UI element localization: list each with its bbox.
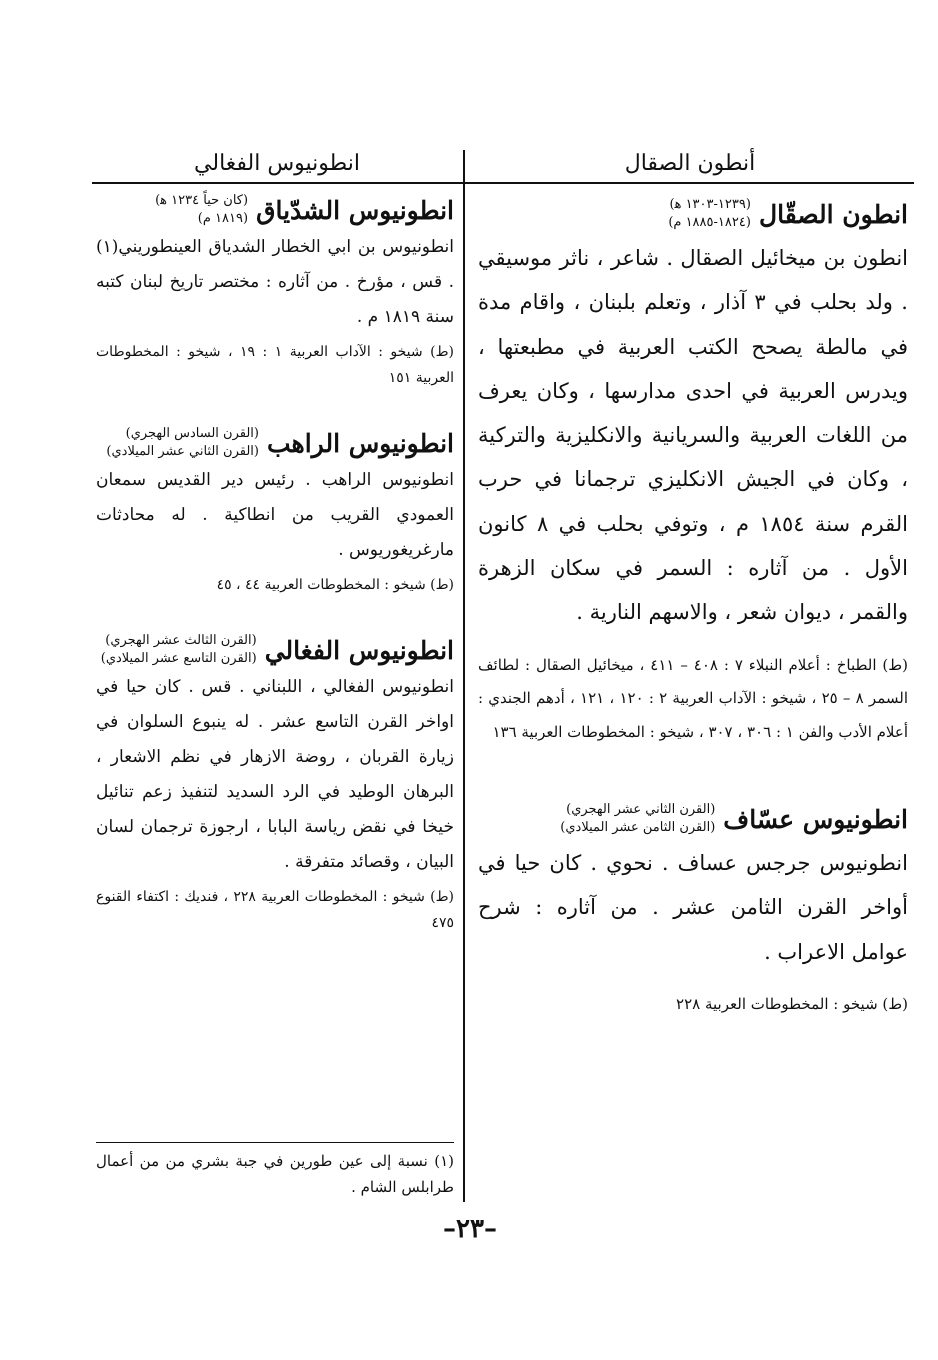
entry-dates xyxy=(101,632,257,668)
header-rule xyxy=(92,182,914,184)
entry-date-gregorian: (القرن التاسع عشر الميلادي) xyxy=(100,651,257,666)
entry-date-gregorian: (القرن الثامن عشر الميلادي) xyxy=(560,820,716,836)
entry-antunius-al-fighali xyxy=(96,632,454,936)
entry-dates xyxy=(668,196,751,232)
left-column xyxy=(96,192,454,948)
entry-date-gregorian: (١٨١٩ م) xyxy=(197,211,249,226)
right-column xyxy=(478,196,908,1034)
entry-heading xyxy=(96,192,454,228)
page-number: –٢٣– xyxy=(443,1214,497,1244)
entry-date-gregorian: (القرن الثاني عشر الميلادي) xyxy=(106,444,259,459)
entry-references: (ط) شيخو : المخطوطات العربية ٤٤ ، ٤٥ xyxy=(216,577,454,593)
entry-antunius-assaf xyxy=(478,801,908,1021)
entry-references: (ط) شيخو : المخطوطات العربية ٢٢٨ ، فنديك : اكتفاء القنوع ٤٧٥ xyxy=(96,889,454,931)
entry-name: انطونيوس عسّاف xyxy=(723,804,908,834)
entry-heading xyxy=(96,425,454,461)
entry-date-hijri: (كان حياً ١٢٣٤ ﻫ) xyxy=(155,193,249,208)
entry-date-hijri: (القرن الثالث عشر الهجري) xyxy=(105,633,257,648)
entry-date-hijri: (القرن الثاني عشر الهجري) xyxy=(566,802,716,818)
entry-date-hijri: (١٢٣٩-١٣٠٣ ﻫ) xyxy=(669,197,751,212)
footnote: (١) نسبة إلى عين طورين في جبة بشري من من أعمال طرابلس الشام . xyxy=(96,1152,454,1196)
entry-heading xyxy=(478,801,908,837)
entry-name: انطونيوس الراهب xyxy=(267,428,454,458)
entry-references: (ط) شيخو : المخطوطات العربية ٢٢٨ xyxy=(676,995,908,1014)
entry-dates xyxy=(155,192,248,228)
entry-name: انطونيوس الفغالي xyxy=(264,635,454,665)
running-header-left: انطونيوس الفغالي xyxy=(194,151,360,176)
entry-body: انطونيوس الراهب . رئيس دير القديس سمعان العمودي القريب من انطاكية . له محادثات مارغريغوريوس . xyxy=(96,470,454,560)
entry-dates xyxy=(106,425,259,461)
entry-body: انطونيوس الفغالي ، اللبناني . قس . كان حيا في اواخر القرن التاسع عشر . له ينبوع السلوان في زيارة القربان ، روضة الازهار في نظم الاشعار ، البرهان الوطيد في الرد السديد لتنفيذ زعم تنائيل خيخا في نقض رياسة البابا ، ارجوزة ترجمان لسان البيان ، وقصائد متفرقة . xyxy=(96,677,454,872)
entry-date-hijri: (القرن السادس الهجري) xyxy=(125,426,259,441)
entry-name: انطون الصقّال xyxy=(758,199,908,229)
entry-references: (ط) الطباخ : أعلام النبلاء ٧ : ٤٠٨ – ٤١١ ، ميخائيل الصقال : لطائف السمر ٨ – ٢٥ ، شيخو : الآداب العربية ٢ : ١٢٠ ، ١٢١ ، أدهم الجندي : أعلام الأدب والفن ١ : ٣٠٦ ، ٣٠٧ ، شيخو : المخطوطات العربية ١٣٦ xyxy=(478,655,909,741)
entry-antunius-al-shidyaq xyxy=(96,192,454,391)
entry-antunius-al-rahib xyxy=(96,425,454,598)
entry-references: (ط) شيخو : الآداب العربية ١ : ١٩ ، شيخو : المخطوطات العربية ١٥١ xyxy=(96,344,454,386)
entry-dates xyxy=(560,801,715,837)
running-header-right: أنطون الصقال xyxy=(624,151,756,176)
entry-body: انطون بن ميخائيل الصقال . شاعر ، ناثر موسيقي . ولد بحلب في ٣ آذار ، وتعلم بلبنان ، واقام مدة في مالطة يصحح الكتب العربية في مطبعتها ، ويدرس العربية في احدى مدارسها ، وكان يعرف من اللغات العربية والسريانية والانكليزية والتركية ، وكان في الجيش الانكليزي ترجمانا في حرب القرم سنة ١٨٥٤ م ، وتوفي بحلب في ٨ كانون الأول . من آثاره : السمر في سكان الزهرة والقمر ، ديوان شعر ، والاسهم النارية . xyxy=(478,246,908,625)
entry-body: انطونيوس جرجس عساف . نحوي . كان حيا في أواخر القرن الثامن عشر . من آثاره : شرح عوامل الاعراب . xyxy=(478,851,908,964)
footnote-rule xyxy=(96,1142,454,1143)
entry-heading xyxy=(96,632,454,668)
entry-date-gregorian: (١٨٢٤-١٨٨٥ م) xyxy=(668,215,751,230)
column-divider xyxy=(463,150,465,1202)
entry-name: انطونيوس الشدّياق xyxy=(256,195,454,225)
entry-antun-al-saqqal xyxy=(478,196,908,749)
entry-body: انطونيوس بن ابي الخطار الشدياق العينطوريني(١) . قس ، مؤرخ . من آثاره : مختصر تاريخ لبنان كتبه سنة ١٨١٩ م . xyxy=(96,237,454,327)
entry-heading xyxy=(478,196,908,232)
